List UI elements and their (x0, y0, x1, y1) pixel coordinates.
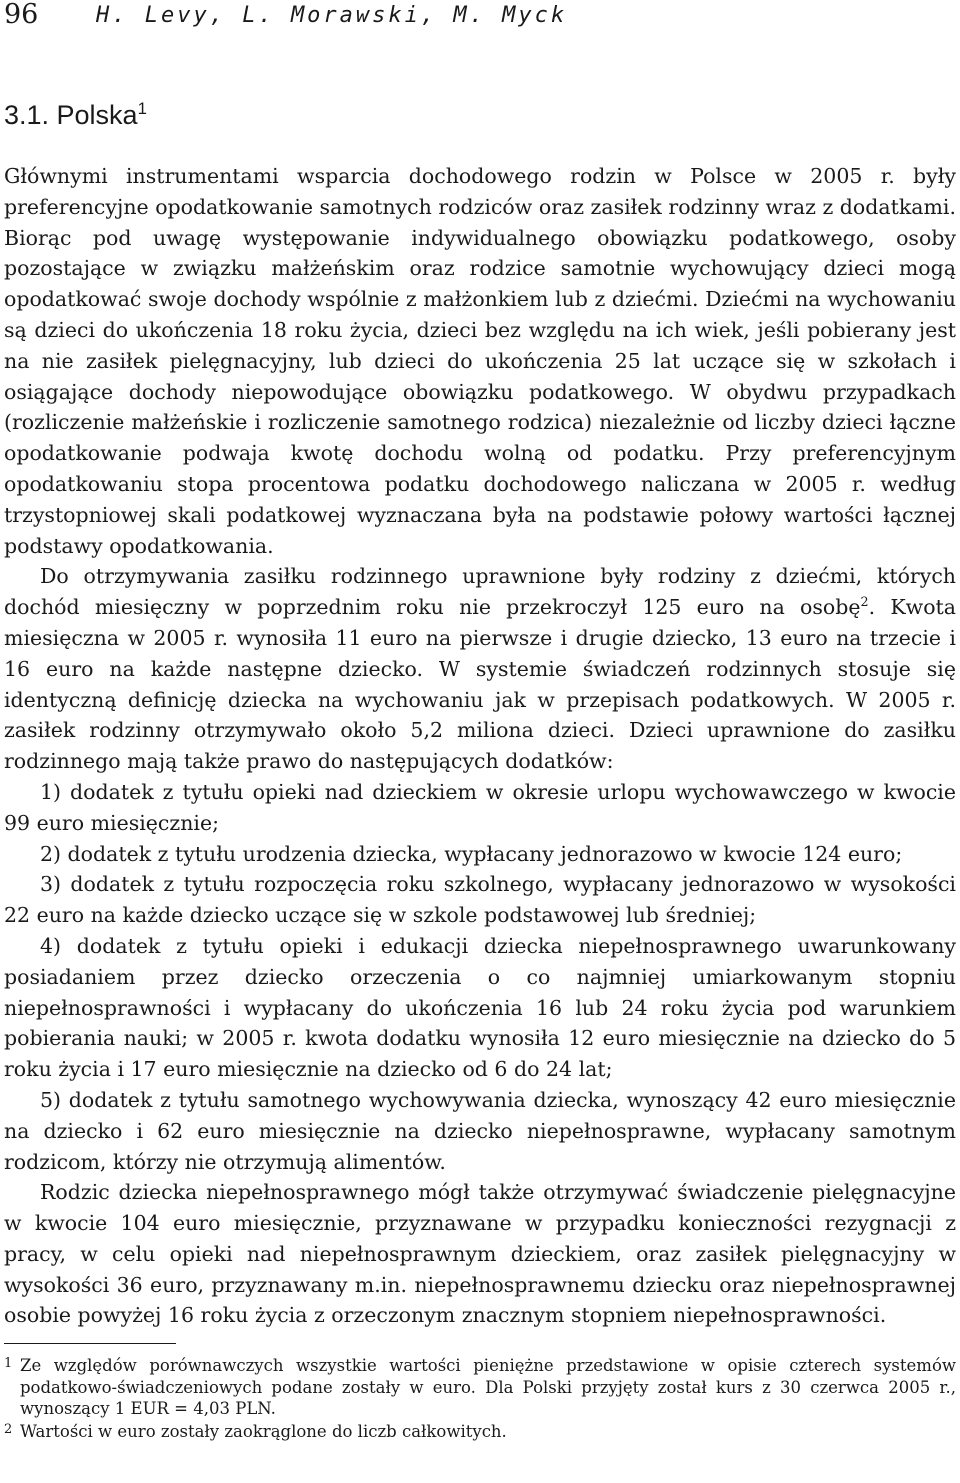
paragraph-text: Głównymi instrumentami wsparcia dochodowego rodzin w Polsce w 2005 r. były preferencyjne opodatkowanie samotnych rodziców oraz zasiłek rodzinny wraz z dodatkami. Biorąc pod uwagę występowanie indywidualnego obowiązku podatkowego, osoby pozostające w związku małżeńskim oraz rodzice samotnie wychowujący dzieci mogą opodatkować swoje dochody wspólnie z małżonkiem lub z dziećmi. Dziećmi na wychowaniu są dzieci do ukończenia 18 roku życia, dzieci bez względu na ich wiek, jeśli pobierany jest na nie zasiłek pielęgnacyjny, lub dzieci do ukończenia 25 lat uczące się w szkołach i osiągające dochody niepowodujące obowiązku podatkowego. W obydwu przypadkach (rozliczenie małżeńskie i rozliczenie samotnego rodzica) niezależnie od liczby dzieci łączne opodatkowanie podwaja kwotę dochodu wolną od podatku. Przy preferencyjnym opodatkowaniu stopa procentowa podatku dochodowego naliczana w 2005 r. według trzystopniowej skali podatkowej wyznaczana była na podstawie połowy wartości łącznej podstawy opodatkowania. (4, 164, 956, 558)
list-item-supplement-1 (4, 777, 956, 839)
paragraph-tax-preferences (4, 161, 956, 561)
paragraph-care-benefits (4, 1177, 956, 1331)
page-number: 96 (4, 0, 39, 30)
list-item-supplement-3 (4, 869, 956, 931)
footnote-mark: 1 (4, 1356, 13, 1371)
footnotes (4, 1355, 956, 1444)
list-item-supplement-2 (4, 839, 956, 870)
paragraph-family-allowance (4, 561, 956, 777)
footnote-divider (4, 1343, 176, 1344)
footnote-mark: 2 (4, 1422, 13, 1438)
running-head-authors: H. Levy, L. Morawski, M. Myck (96, 3, 568, 28)
footnote-2 (4, 1421, 956, 1443)
footnote-text: Wartości w euro zostały zaokrąglone do liczb całkowitych. (20, 1422, 507, 1442)
list-item-text: 3) dodatek z tytułu rozpoczęcia roku szkolnego, wypłacany jednorazowo w wysokości 22 euro na każde dziecko uczące się w szkole podstawowej lub średniej; (4, 872, 956, 928)
list-item-supplement-5 (4, 1085, 956, 1177)
paragraph-text: Do otrzymywania zasiłku rodzinnego uprawnione były rodziny z dziećmi, których dochód miesięczny w poprzednim roku nie przekroczył 125 euro na osobę (4, 564, 956, 620)
footnote-text: Ze względów porównawczych wszystkie wartości pieniężne przedstawione w opisie czterech systemów podatkowo-świadczeniowych podane zostały w euro. Dla Polski przyjęty został kurs z 30 czerwca 2005 r., wynoszący 1 EUR = 4,03 PLN. (20, 1356, 956, 1419)
list-item-text: 5) dodatek z tytułu samotnego wychowywania dziecka, wynoszący 42 euro miesięcznie na dziecko i 62 euro miesięcznie na dziecko niepełnosprawne, wypłacany samotnym rodzicom, którzy nie otrzymują alimentów. (4, 1087, 956, 1174)
list-item-text: 4) dodatek z tytułu opieki i edukacji dziecka niepełnosprawnego uwarunkowany posiadaniem przez dziecko orzeczenia o co najmniej umiarkowanym stopniu niepełnosprawności i wypłacany do ukończenia 16 lub 24 roku życia pod warunkiem pobierania nauki; w 2005 r. kwota dodatku wynosiła 12 euro miesięcznie na dziecko do 5 roku życia i 17 euro miesięcznie na dziecko od 6 do 24 lat; (4, 933, 956, 1082)
footnote-1 (4, 1355, 956, 1420)
paragraph-text: . Kwota miesięczna w 2005 r. wynosiła 11 euro na pierwsze i drugie dziecko, 13 euro na trzecie i 16 euro na każde następne dziecko. W systemie świadczeń rodzinnych stosuje się identyczną definicję dziecka na wychowaniu jak w przepisach podatkowych. W 2005 r. zasiłek rodzinny otrzymywało około 5,2 miliona dzieci. Dzieci uprawnione do zasiłku rodzinnego mają także prawo do następujących dodatków: (4, 595, 956, 774)
paragraph-text: Rodzic dziecka niepełnosprawnego mógł także otrzymywać świadczenie pielęgnacyjne w kwocie 104 euro miesięcznie, przyznawane w przypadku konieczności rezygnacji z pracy, w celu opieki nad niepełnosprawnym dzieckiem, oraz zasiłek pielęgnacyjny w wysokości 36 euro, przyznawany m.in. niepełnosprawnemu dziecku oraz niepełnosprawnej osobie powyżej 16 roku życia z orzeczonym znacznym stopniem niepełnosprawności. (4, 1180, 956, 1328)
section-title: 3.1. Polska (4, 100, 138, 130)
list-item-supplement-4 (4, 931, 956, 1085)
list-item-text: 2) dodatek z tytułu urodzenia dziecka, wypłacany jednorazowo w kwocie 124 euro; (40, 841, 903, 866)
list-item-text: 1) dodatek z tytułu opieki nad dzieckiem w okresie urlopu wychowawczego w kwocie 99 euro miesięcznie; (4, 779, 956, 835)
body-text (4, 161, 956, 1331)
section-heading (4, 95, 147, 135)
footnote-ref-2: 2 (860, 594, 869, 610)
page-header (4, 0, 956, 30)
footnote-ref-1: 1 (137, 99, 147, 118)
